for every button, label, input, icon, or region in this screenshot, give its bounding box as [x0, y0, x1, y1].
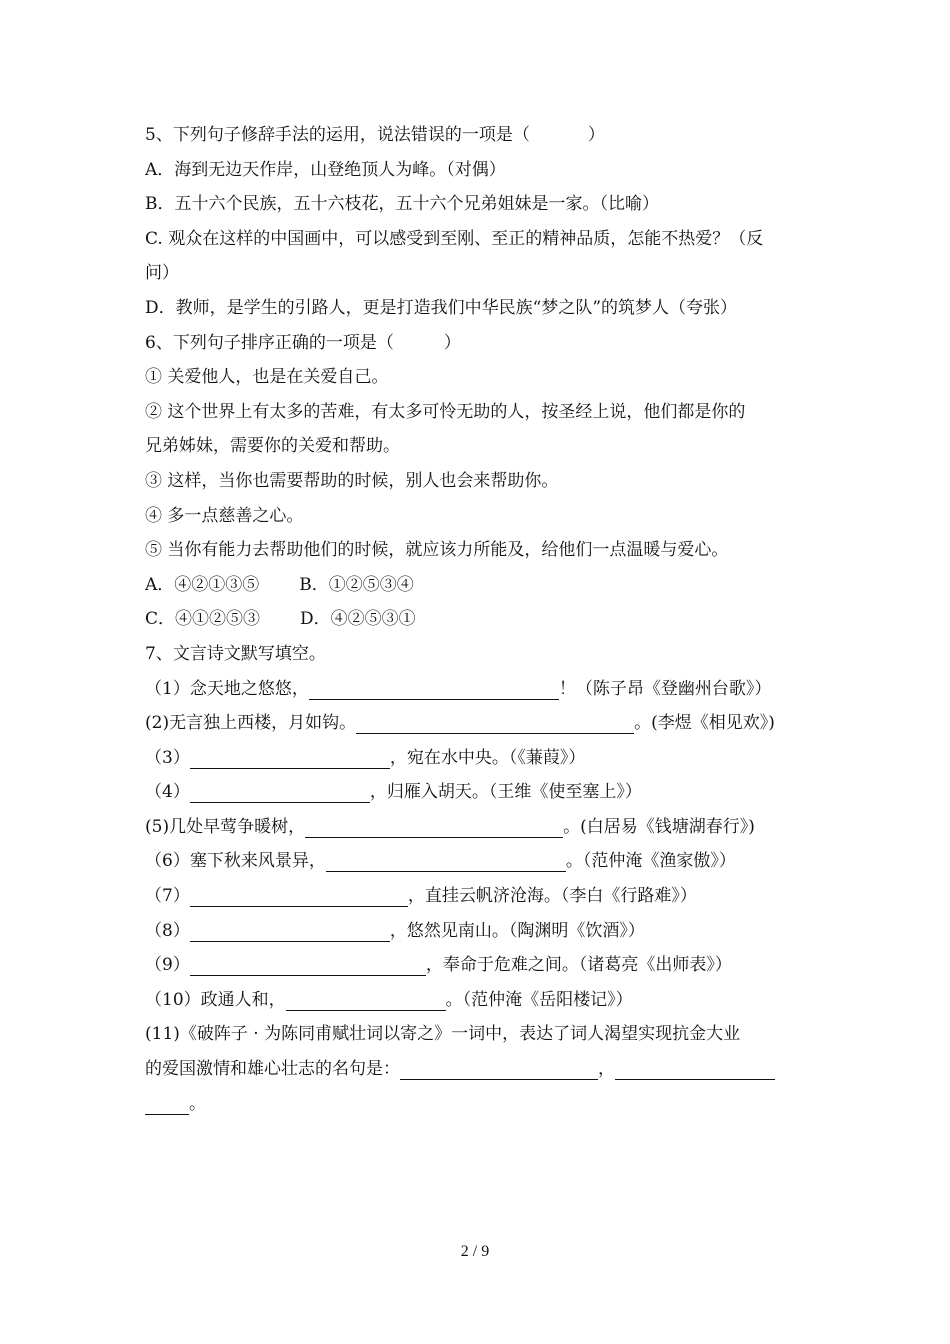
q5-option-c-line2: 问）: [145, 263, 179, 284]
page-content: [145, 118, 810, 1121]
q6-sentence-5: ⑤ 当你有能力去帮助他们的时候，就应该力所能及，给他们一点温暖与爱心。: [145, 540, 729, 561]
q6-sentence-2-line1: ② 这个世界上有太多的苦难，有太多可怜无助的人，按圣经上说，他们都是你的: [145, 401, 746, 422]
q7-item-10-prefix: （10）政通人和，: [145, 989, 286, 1010]
q5-stem: [145, 118, 810, 153]
q5-stem-close: ）: [587, 125, 605, 145]
q7-item-6: [145, 844, 810, 879]
q6-options-cd: [145, 602, 810, 637]
q7-item-2-blank[interactable]: [356, 713, 634, 734]
q7-item-4-blank[interactable]: [190, 782, 370, 803]
q7-item-1-suffix: ！（陈子昂《登幽州台歌》）: [558, 678, 772, 699]
q7-item-6-blank[interactable]: [326, 851, 566, 872]
q5-option-a: A．海到无边天作岸，山登绝顶人为峰。（对偶）: [145, 159, 506, 180]
q7-item-3: [145, 741, 810, 776]
q5-option-d: D．教师，是学生的引路人，更是打造我们中华民族“梦之队”的筑梦人（夸张）: [145, 297, 738, 318]
q7-item-9: [145, 948, 810, 983]
q7-stem: 7、文言诗文默写填空。: [145, 643, 326, 664]
q6-option-b: B．①②⑤③④: [299, 574, 414, 595]
q7-item-11-line3: [145, 1087, 810, 1122]
q6-stem-text: 6、下列句子排序正确的一项是（: [145, 332, 394, 353]
q7-item-1-blank[interactable]: [309, 679, 559, 700]
q7-item-7-suffix: ，直挂云帆济沧海。（李白《行路难》）: [407, 886, 697, 907]
q6-option-d: D．④②⑤③①: [300, 609, 416, 630]
q7-item-7: [145, 879, 810, 914]
q6-stem: [145, 326, 810, 361]
q7-item-6-prefix: （6）塞下秋来风景异，: [145, 851, 326, 872]
q7-item-11-line2: [145, 1052, 810, 1087]
q7-item-2-suffix: 。(李煜《相见欢》): [634, 713, 775, 734]
q5-option-c-line1: C. 观众在这样的中国画中，可以感受到至刚、至正的精神品质，怎能不热爱？（反: [145, 228, 764, 249]
q7-item-8-blank[interactable]: [190, 921, 390, 942]
q7-item-11-blank-2-cont[interactable]: [145, 1094, 189, 1115]
q7-item-8: [145, 914, 810, 949]
q7-item-1-prefix: （1）念天地之悠悠，: [145, 678, 309, 699]
page-number: 2 / 9: [460, 1243, 490, 1260]
q7-item-8-suffix: ，悠然见南山。（陶渊明《饮酒》）: [389, 920, 645, 941]
q5-option-b: B．五十六个民族，五十六枝花，五十六个兄弟姐妹是一家。（比喻）: [145, 194, 659, 215]
q7-item-10: [145, 983, 810, 1018]
q7-item-2: [145, 706, 810, 741]
q7-item-11-end: 。: [189, 1093, 206, 1114]
q7-item-5-prefix: (5)几处早莺争暖树，: [145, 816, 306, 837]
q7-item-5-blank[interactable]: [305, 817, 563, 838]
q7-item-4: [145, 775, 810, 810]
q7-item-11-comma: ，: [598, 1059, 615, 1080]
q7-item-11-blank-2[interactable]: [615, 1059, 775, 1080]
q6-option-c: C．④①②⑤③: [145, 609, 261, 630]
q7-item-7-prefix: （7）: [145, 886, 190, 907]
q7-item-3-blank[interactable]: [190, 748, 390, 769]
q7-item-10-blank[interactable]: [286, 990, 446, 1011]
q7-item-5: [145, 810, 810, 845]
q7-item-3-suffix: ，宛在水中央。（《蒹葭》）: [389, 747, 586, 768]
q7-item-7-blank[interactable]: [190, 886, 408, 907]
q6-stem-close: ）: [443, 332, 461, 353]
q7-item-4-prefix: （4）: [145, 782, 190, 803]
q7-item-9-prefix: （9）: [145, 955, 190, 976]
q6-option-a: A．④②①③⑤: [145, 574, 260, 595]
q7-item-1: [145, 672, 810, 707]
q7-item-5-suffix: 。(白居易《钱塘湖春行》): [563, 816, 755, 837]
q6-options-ab: [145, 568, 810, 603]
q7-item-11-line1: (11)《破阵子 · 为陈同甫赋壮词以寄之》一词中，表达了词人渴望实现抗金大业: [145, 1024, 741, 1045]
q6-sentence-4: ④ 多一点慈善之心。: [145, 505, 304, 526]
q7-item-11-blank-1[interactable]: [400, 1059, 598, 1080]
q7-item-3-prefix: （3）: [145, 747, 190, 768]
q7-item-8-prefix: （8）: [145, 920, 190, 941]
q7-item-4-suffix: ，归雁入胡天。（王维《使至塞上》）: [369, 782, 642, 803]
q7-item-6-suffix: 。（范仲淹《渔家傲》）: [565, 851, 736, 872]
q5-stem-text: 5、下列句子修辞手法的运用，说法错误的一项是（: [145, 125, 530, 145]
q6-sentence-2-line2: 兄弟姊妹，需要你的关爱和帮助。: [145, 436, 400, 457]
q6-sentence-3: ③ 这样，当你也需要帮助的时候，别人也会来帮助你。: [145, 470, 559, 491]
q7-item-2-prefix: (2)无言独上西楼，月如钩。: [145, 713, 357, 734]
q7-item-11-prefix: 的爱国激情和雄心壮志的名句是：: [145, 1059, 400, 1080]
q7-item-9-suffix: ，奉命于危难之间。（诸葛亮《出师表》）: [425, 955, 732, 976]
q7-item-10-suffix: 。（范仲淹《岳阳楼记》）: [445, 989, 633, 1010]
q6-sentence-1: ① 关爱他人，也是在关爱自己。: [145, 367, 389, 388]
q7-item-9-blank[interactable]: [190, 955, 426, 976]
